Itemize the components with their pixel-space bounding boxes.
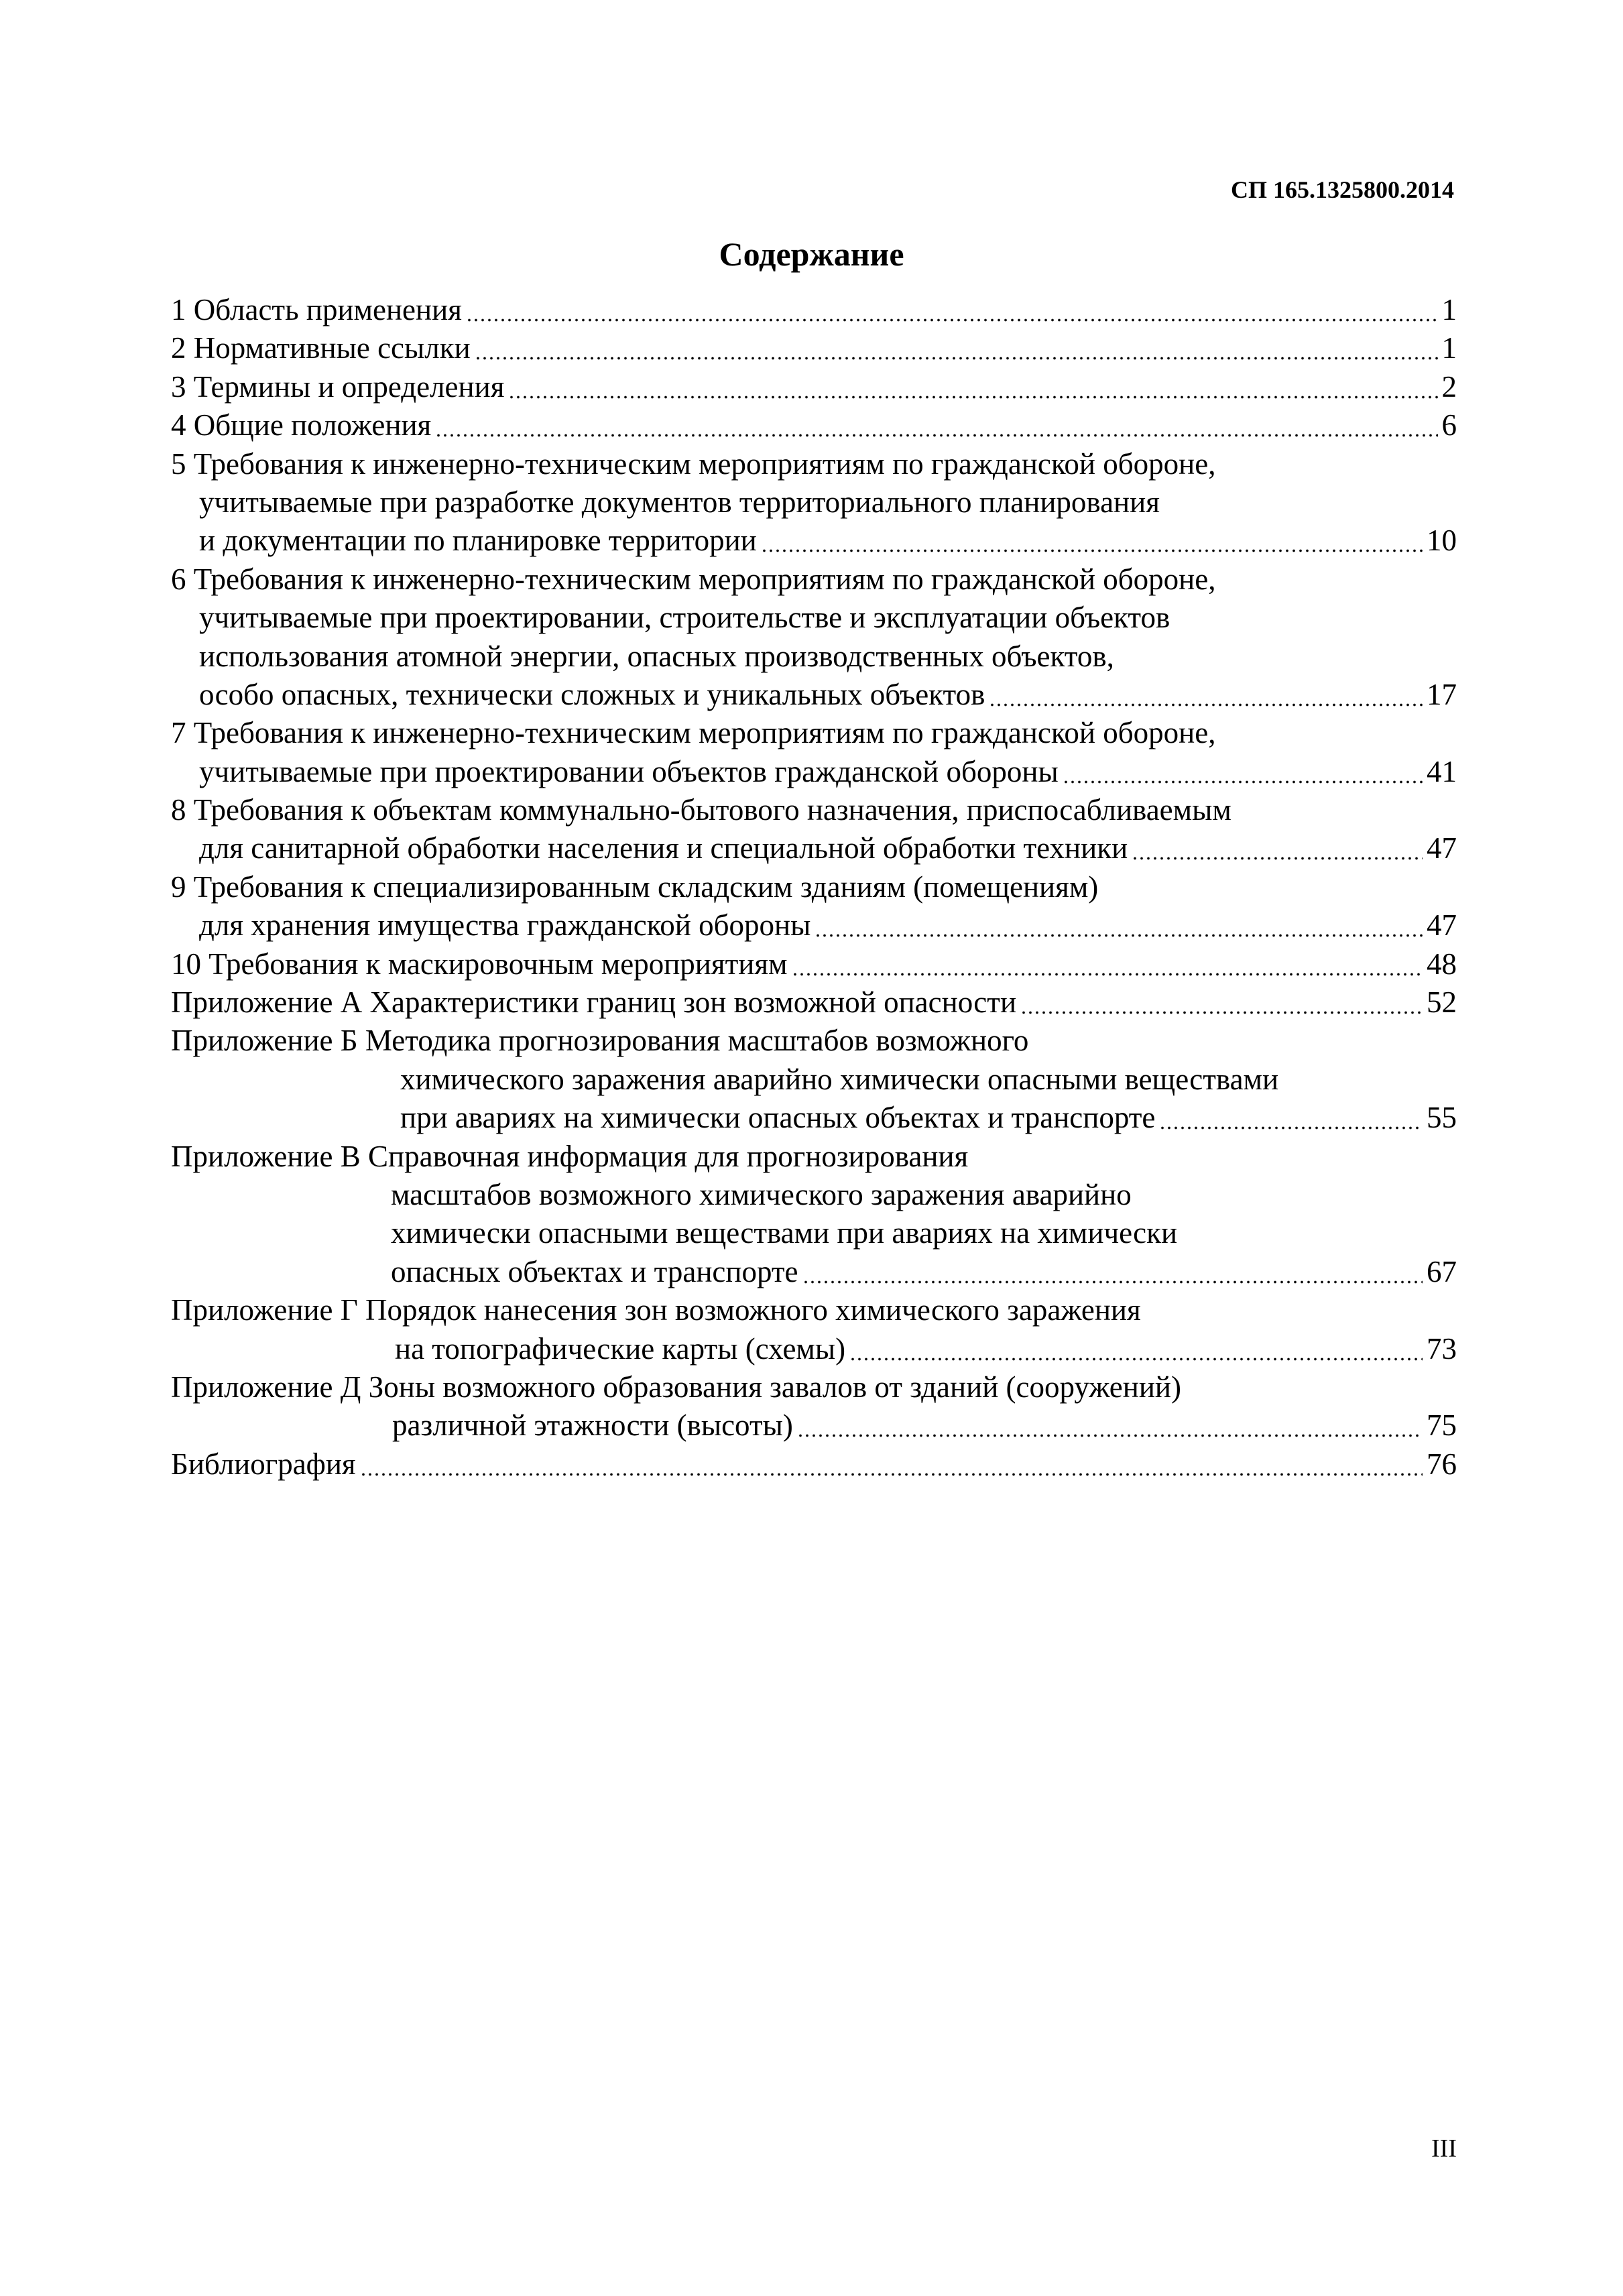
toc-entry-title: 9 Требования к специализированным складским зданиям (помещениям) — [171, 869, 1099, 904]
dot-leader — [792, 945, 1423, 983]
toc-entry-title: 3 Термины и определения — [171, 369, 505, 404]
dot-leader — [989, 676, 1423, 714]
toc-entry[interactable] — [171, 1445, 1457, 1484]
dot-leader — [1063, 753, 1423, 791]
toc-entry-page: 1 — [1441, 292, 1457, 326]
toc-entry-title-continuation: для санитарной обработки населения и специальной обработки техники — [199, 831, 1128, 865]
toc-entry-title: Приложение Д Зоны возможного образования завалов от зданий (сооружений) — [171, 1370, 1181, 1404]
toc-entry[interactable] — [171, 291, 1457, 329]
toc-entry-title: 1 Область применения — [171, 292, 462, 326]
toc-entry-title-continuation: использования атомной энергии, опасных производственных объектов, — [199, 639, 1114, 673]
dot-leader — [1159, 1099, 1423, 1137]
toc-entry-title-continuation: особо опасных, технически сложных и уникальных объектов — [199, 677, 985, 711]
toc-entry-page: 17 — [1427, 677, 1457, 711]
toc-entry-title-continuation: учитываемые при разработке документов территориального планирования — [199, 485, 1160, 519]
toc-entry[interactable] — [171, 406, 1457, 444]
toc-entry-title: 5 Требования к инженерно-техническим мероприятиям по гражданской обороне, — [171, 446, 1216, 481]
toc-entry-title: Библиография — [171, 1447, 356, 1481]
dot-leader — [797, 1406, 1423, 1445]
toc-entry[interactable] — [171, 1022, 1457, 1137]
document-code: СП 165.1325800.2014 — [1231, 176, 1454, 203]
toc-entry-title: 7 Требования к инженерно-техническим мероприятиям по гражданской обороне, — [171, 716, 1216, 750]
toc-entry[interactable] — [171, 983, 1457, 1022]
toc-entry-title-continuation: на топографические карты (схемы) — [395, 1331, 846, 1366]
dot-leader — [815, 906, 1423, 945]
dot-leader — [761, 522, 1423, 560]
dot-leader — [466, 291, 1438, 329]
toc-entry-title-continuation: для хранения имущества гражданской обороны — [199, 908, 811, 943]
page-number: III — [1431, 2134, 1457, 2163]
toc-entry-title: Приложение В Справочная информация для прогнозирования — [171, 1139, 969, 1173]
toc-entry-page: 10 — [1427, 524, 1457, 558]
toc-entry-title-continuation: масштабов возможного химического заражения аварийно — [391, 1177, 1132, 1211]
toc-entry-page: 2 — [1441, 369, 1457, 404]
toc-entry-page: 75 — [1427, 1408, 1457, 1443]
dot-leader — [508, 368, 1437, 406]
toc-entry-page: 47 — [1427, 831, 1457, 865]
toc-entry[interactable] — [171, 1138, 1457, 1292]
toc-entry-title: 2 Нормативные ссылки — [171, 331, 471, 365]
toc-entry-page: 1 — [1441, 331, 1457, 365]
dot-leader — [1020, 983, 1423, 1022]
toc-entry-title-continuation: учитываемые при проектировании объектов гражданской обороны — [199, 754, 1059, 788]
toc-entry-page: 41 — [1427, 754, 1457, 788]
toc-entry-title-continuation: и документации по планировке территории — [199, 524, 757, 558]
toc-entry-title: Приложение Г Порядок нанесения зон возможного химического заражения — [171, 1293, 1141, 1327]
toc-title: Содержание — [719, 235, 904, 273]
toc-entry[interactable] — [171, 560, 1457, 715]
toc-entry[interactable] — [171, 445, 1457, 560]
toc-entry-page: 73 — [1427, 1331, 1457, 1366]
toc-entry-title-continuation: опасных объектах и транспорте — [391, 1254, 798, 1288]
dot-leader — [435, 406, 1437, 444]
toc-entry[interactable] — [171, 714, 1457, 791]
table-of-contents — [171, 291, 1457, 1484]
toc-entry-page: 76 — [1427, 1447, 1457, 1481]
toc-entry-page: 67 — [1427, 1254, 1457, 1288]
toc-entry-page: 55 — [1427, 1101, 1457, 1135]
toc-entry-title-continuation: различной этажности (высоты) — [392, 1408, 793, 1443]
toc-entry-title-continuation: химического заражения аварийно химически опасными веществами — [400, 1062, 1279, 1096]
dot-leader — [1132, 829, 1423, 867]
toc-entry-title-continuation: химически опасными веществами при авариях на химически — [391, 1216, 1178, 1250]
dot-leader — [475, 329, 1438, 367]
toc-entry[interactable] — [171, 1291, 1457, 1368]
toc-entry-title: Приложение А Характеристики границ зон возможной опасности — [171, 985, 1017, 1020]
toc-entry[interactable] — [171, 791, 1457, 868]
toc-entry[interactable] — [171, 368, 1457, 406]
toc-entry-page: 47 — [1427, 908, 1457, 943]
toc-entry-page: 6 — [1441, 408, 1457, 442]
toc-entry-page: 48 — [1427, 947, 1457, 981]
dot-leader — [360, 1445, 1423, 1484]
toc-entry[interactable] — [171, 945, 1457, 983]
dot-leader — [849, 1330, 1423, 1368]
toc-entry[interactable] — [171, 1368, 1457, 1445]
toc-entry[interactable] — [171, 329, 1457, 367]
toc-entry[interactable] — [171, 868, 1457, 945]
dot-leader — [802, 1253, 1423, 1291]
toc-entry-title-continuation: при авариях на химически опасных объектах и транспорте — [400, 1101, 1156, 1135]
toc-entry-title: 4 Общие положения — [171, 408, 432, 442]
toc-entry-title-continuation: учитываемые при проектировании, строительстве и эксплуатации объектов — [199, 601, 1170, 635]
toc-entry-title: 8 Требования к объектам коммунально-бытового назначения, приспосабливаемым — [171, 793, 1231, 827]
toc-entry-title: Приложение Б Методика прогнозирования масштабов возможного — [171, 1024, 1029, 1058]
toc-entry-page: 52 — [1427, 985, 1457, 1020]
toc-entry-title: 10 Требования к маскировочным мероприятиям — [171, 947, 788, 981]
toc-entry-title: 6 Требования к инженерно-техническим мероприятиям по гражданской обороне, — [171, 562, 1216, 596]
